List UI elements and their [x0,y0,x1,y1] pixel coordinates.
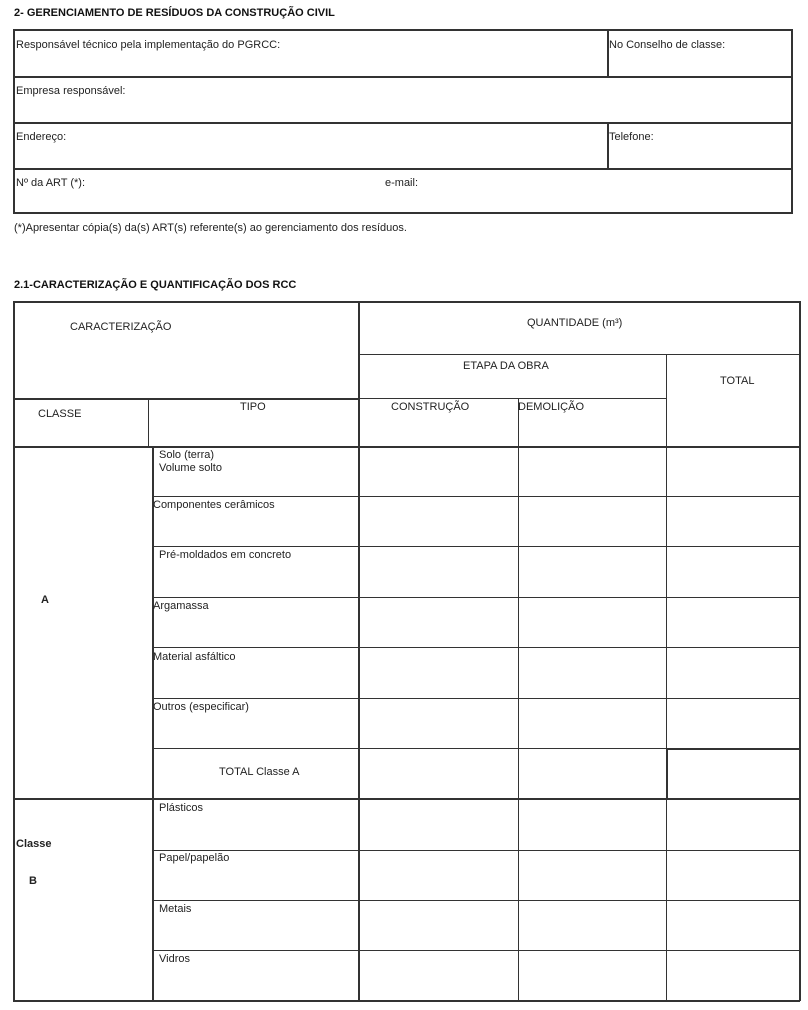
header-caracterizacao: CARACTERIZAÇÃO [70,321,172,333]
endereco-label: Endereço: [16,131,67,143]
type-label: Plásticos [159,802,204,814]
class-b-label: Classe [16,838,52,850]
total-quantity-cell[interactable] [668,649,799,697]
table-grid-line [152,850,800,851]
demolicao-quantity-cell[interactable] [520,548,665,596]
demolicao-quantity-cell[interactable] [520,750,665,797]
demolicao-quantity-cell[interactable] [520,852,665,899]
email-field[interactable] [383,170,791,212]
construcao-quantity-cell[interactable] [360,498,517,545]
construcao-quantity-cell[interactable] [360,750,517,797]
conselho-field[interactable] [609,31,791,75]
class-a-label: A [41,594,49,606]
construcao-quantity-cell[interactable] [360,700,517,747]
type-label: Outros (especificar) [153,701,249,713]
class-b-letter: B [29,875,37,887]
table-grid-line [152,597,800,598]
table-grid-line [152,698,800,699]
total-quantity-cell[interactable] [668,599,799,646]
type-label: Vidros [159,953,190,965]
demolicao-quantity-cell[interactable] [520,700,665,747]
construcao-quantity-cell[interactable] [360,902,517,949]
total-quantity-cell[interactable] [668,700,799,747]
construcao-quantity-cell[interactable] [360,800,517,849]
table-grid-line [152,446,154,1001]
construcao-quantity-cell[interactable] [360,548,517,596]
table-grid-line [358,354,800,355]
header-total: TOTAL [720,375,755,387]
total-quantity-cell[interactable] [668,800,799,849]
art-field[interactable] [15,170,381,212]
construcao-quantity-cell[interactable] [360,599,517,646]
telefone-label: Telefone: [609,131,654,143]
total-quantity-cell[interactable] [668,750,799,797]
total-quantity-cell[interactable] [668,952,799,999]
table-grid-line [13,301,800,303]
type-label: Metais [159,903,192,915]
header-demolicao: DEMOLIÇÃO [518,401,585,413]
total-quantity-cell[interactable] [668,548,799,596]
total-quantity-cell[interactable] [668,852,799,899]
section-2-title: 2- GERENCIAMENTO DE RESÍDUOS DA CONSTRUÇÃO CIVIL [14,7,335,19]
type-label: Componentes cerâmicos [153,499,275,511]
header-construcao: CONSTRUÇÃO [391,401,470,413]
conselho-label: No Conselho de classe: [609,39,726,51]
section-21-title: 2.1-CARACTERIZAÇÃO E QUANTIFICAÇÃO DOS RCC [14,279,297,291]
total-quantity-cell[interactable] [668,902,799,949]
type-label: Solo (terra) [159,449,215,461]
header-etapa: ETAPA DA OBRA [463,360,549,372]
art-footnote: (*)Apresentar cópia(s) da(s) ART(s) referente(s) ao gerenciamento dos resíduos. [14,222,407,234]
total-quantity-cell[interactable] [668,448,799,495]
table-grid-line [148,398,149,446]
total-quantity-cell[interactable] [668,498,799,545]
responsavel-label: Responsável técnico pela implementação do PGRCC: [16,39,281,51]
type-label: Argamassa [153,600,209,612]
email-label: e-mail: [385,177,419,189]
table-grid-line [152,546,800,547]
endereco-field[interactable] [15,124,605,167]
construcao-quantity-cell[interactable] [360,448,517,495]
table-grid-line [518,398,519,1000]
type-label: Material asfáltico [153,651,236,663]
type-label: Pré-moldados em concreto [159,549,292,561]
total-class-a-label: TOTAL Classe A [219,766,300,778]
demolicao-quantity-cell[interactable] [520,952,665,999]
table-grid-line [666,354,667,1000]
empresa-field[interactable] [15,78,791,121]
demolicao-quantity-cell[interactable] [520,902,665,949]
construcao-quantity-cell[interactable] [360,952,517,999]
type-label: Papel/papelão [159,852,230,864]
responsavel-field[interactable] [15,31,605,75]
table-grid-line [152,900,800,901]
demolicao-quantity-cell[interactable] [520,599,665,646]
table-grid-line [13,1000,800,1002]
table-grid-line [13,301,15,1001]
empresa-label: Empresa responsável: [16,85,126,97]
demolicao-quantity-cell[interactable] [520,498,665,545]
header-quantidade: QUANTIDADE (m³) [527,317,623,329]
art-label: Nº da ART (*): [16,177,86,189]
table-grid-line [358,398,666,399]
type-label: Volume solto [159,462,222,474]
header-classe: CLASSE [38,408,82,420]
table-grid-line [152,950,800,951]
header-tipo: TIPO [240,401,266,413]
telefone-field[interactable] [609,124,791,167]
construcao-quantity-cell[interactable] [360,649,517,697]
demolicao-quantity-cell[interactable] [520,800,665,849]
table-grid-line [152,496,800,497]
demolicao-quantity-cell[interactable] [520,649,665,697]
table-grid-line [152,647,800,648]
table-grid-line [799,301,801,1001]
table-grid-line [13,398,358,400]
construcao-quantity-cell[interactable] [360,852,517,899]
demolicao-quantity-cell[interactable] [520,448,665,495]
